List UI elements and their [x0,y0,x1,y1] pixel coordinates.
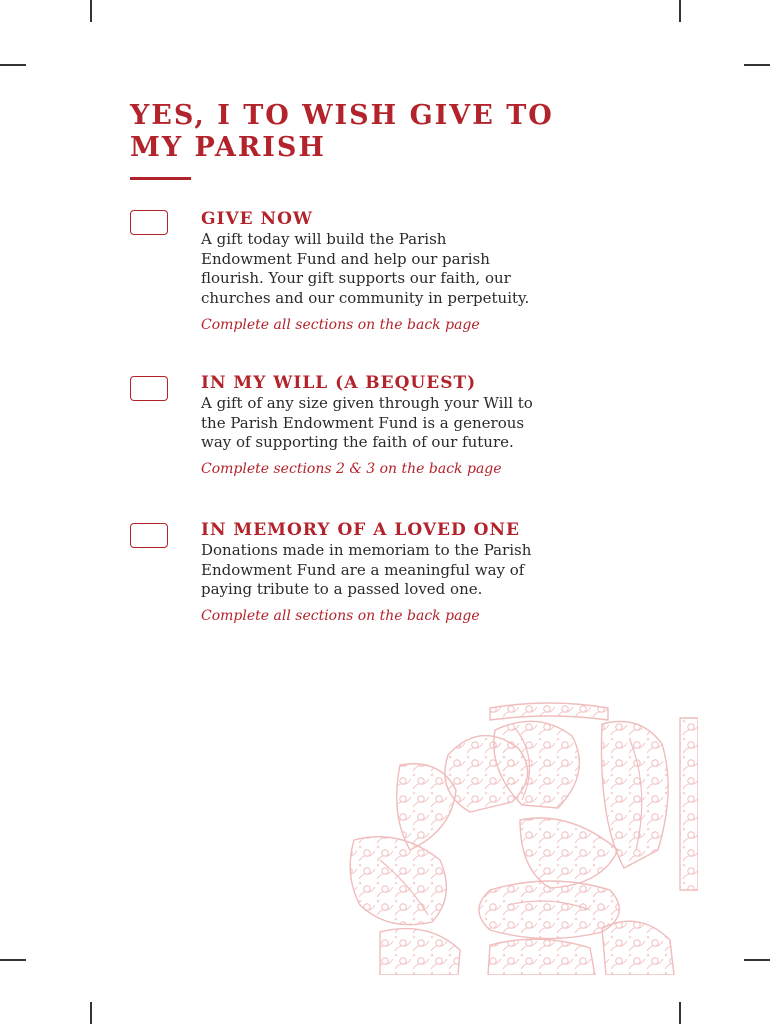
bequest-line-2: the Parish Endowment Fund is a generous [201,413,525,432]
bequest-note: Complete sections 2 & 3 on the back page [201,461,502,478]
in-memory-line-2: Endowment Fund are a meaningful way of [201,560,525,579]
floral-ornament-svg [340,700,698,975]
bequest-content [201,372,651,479]
bequest-description [201,394,651,453]
page-title-line-2: MY PARISH [130,132,326,163]
crop-mark-right-bottom [744,959,770,961]
bequest-line-1: A gift of any size given through your Will to [201,394,533,412]
give-now-note: Complete all sections on the back page [201,316,480,333]
give-now-heading: GIVE NOW [201,209,313,229]
bequest-checkbox[interactable] [130,376,168,401]
crop-mark-bottom-left [90,1002,92,1024]
crop-mark-left-bottom [0,959,26,961]
crop-mark-top-left [90,0,92,22]
give-now-line-1: A gift today will build the Parish [201,230,447,248]
page-title-line-1: YES, I TO WISH GIVE TO [130,100,554,131]
give-now-checkbox[interactable] [130,210,168,235]
give-now-content [201,208,651,335]
in-memory-heading: IN MEMORY OF A LOVED ONE [201,520,520,540]
give-now-line-3: flourish. Your gift supports our faith, our [201,269,511,288]
crop-mark-top-right [679,0,681,22]
crop-mark-bottom-right [679,1002,681,1024]
in-memory-note: Complete all sections on the back page [201,608,480,625]
in-memory-checkbox[interactable] [130,523,168,548]
title-underline [130,177,191,180]
page-title [130,100,690,164]
crop-mark-right-top [744,64,770,66]
bequest-heading: IN MY WILL (A BEQUEST) [201,373,477,393]
in-memory-line-1: Donations made in memoriam to the Parish [201,541,532,559]
in-memory-line-3: paying tribute to a passed loved one. [201,580,483,599]
in-memory-description [201,541,651,600]
give-now-description [201,230,651,309]
crop-mark-left-top [0,64,26,66]
give-now-line-2: Endowment Fund and help our parish [201,249,490,268]
in-memory-content [201,519,651,626]
give-now-line-4: churches and our community in perpetuity. [201,289,530,308]
floral-ornament-image [340,700,698,975]
bequest-line-3: way of supporting the faith of our future. [201,433,514,452]
